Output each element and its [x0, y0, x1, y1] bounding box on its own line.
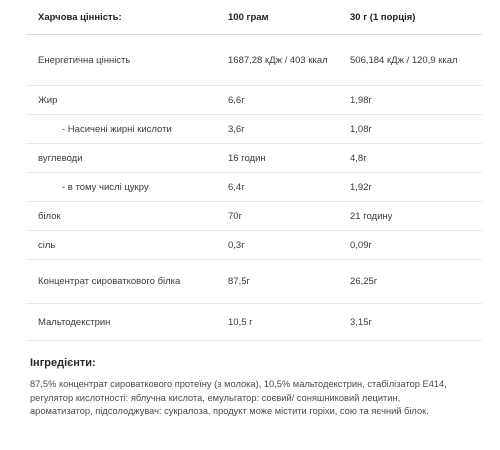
- value-per-100g: 6,6г: [216, 86, 338, 115]
- nutrient-name: сіль: [26, 231, 216, 260]
- value-per-100g: 70г: [216, 202, 338, 231]
- value-per-serving: 21 годину: [338, 202, 482, 231]
- nutrient-name: Мальтодекстрин: [26, 304, 216, 341]
- nutrient-name: Жир: [26, 86, 216, 115]
- nutrition-table-body: [26, 35, 482, 341]
- table-row: [26, 115, 482, 144]
- nutrition-table: [26, 0, 482, 341]
- value-per-100g: 10,5 г: [216, 304, 338, 341]
- table-row: [26, 304, 482, 341]
- nutrient-name: вуглеводи: [26, 144, 216, 173]
- value-per-serving: 0,09г: [338, 231, 482, 260]
- value-per-100g: 87,5г: [216, 260, 338, 304]
- header-per-serving: 30 г (1 порція): [338, 0, 482, 35]
- table-row: [26, 202, 482, 231]
- ingredients-title: Інгредієнти:: [30, 357, 96, 369]
- value-per-serving: 1,98г: [338, 86, 482, 115]
- table-row: [26, 144, 482, 173]
- value-per-100g: 3,6г: [216, 115, 338, 144]
- value-per-serving: 26,25г: [338, 260, 482, 304]
- value-per-100g: 16 годин: [216, 144, 338, 173]
- header-per-100g: 100 грам: [216, 0, 338, 35]
- value-per-serving: 3,15г: [338, 304, 482, 341]
- value-per-100g: 0,3г: [216, 231, 338, 260]
- table-header-row: [26, 0, 482, 35]
- value-per-serving: 1,08г: [338, 115, 482, 144]
- nutrient-name: - в тому числі цукру: [26, 173, 216, 202]
- value-per-100g: 6,4г: [216, 173, 338, 202]
- value-per-serving: 1,92г: [338, 173, 482, 202]
- table-row: [26, 35, 482, 86]
- table-row: [26, 173, 482, 202]
- nutrient-name: Енергетична цінність: [26, 35, 216, 86]
- value-per-serving: 506,184 кДж / 120,9 ккал: [338, 35, 482, 86]
- table-row: [26, 86, 482, 115]
- table-row: [26, 231, 482, 260]
- header-nutrition-value: Харчова цінність:: [26, 0, 216, 35]
- ingredients-text: 87,5% концентрат сироваткового протеїну (з молока), 10,5% мальтодекстрин, стабілізатор Е414, регулятор кислотності: яблучна кислота, емульгатор: соєвий/ соняшниковий лецитин, ароматизатор, підсолоджувач: сукралоза, продукт може містити горіхи, сою та яєчний білок.: [30, 379, 447, 416]
- value-per-100g: 1687,28 кДж / 403 ккал: [216, 35, 338, 86]
- value-per-serving: 4,8г: [338, 144, 482, 173]
- nutrient-name: білок: [26, 202, 216, 231]
- nutrient-name: - Насичені жирні кислоти: [26, 115, 216, 144]
- nutrient-name: Концентрат сироваткового білка: [26, 260, 216, 304]
- table-row: [26, 260, 482, 304]
